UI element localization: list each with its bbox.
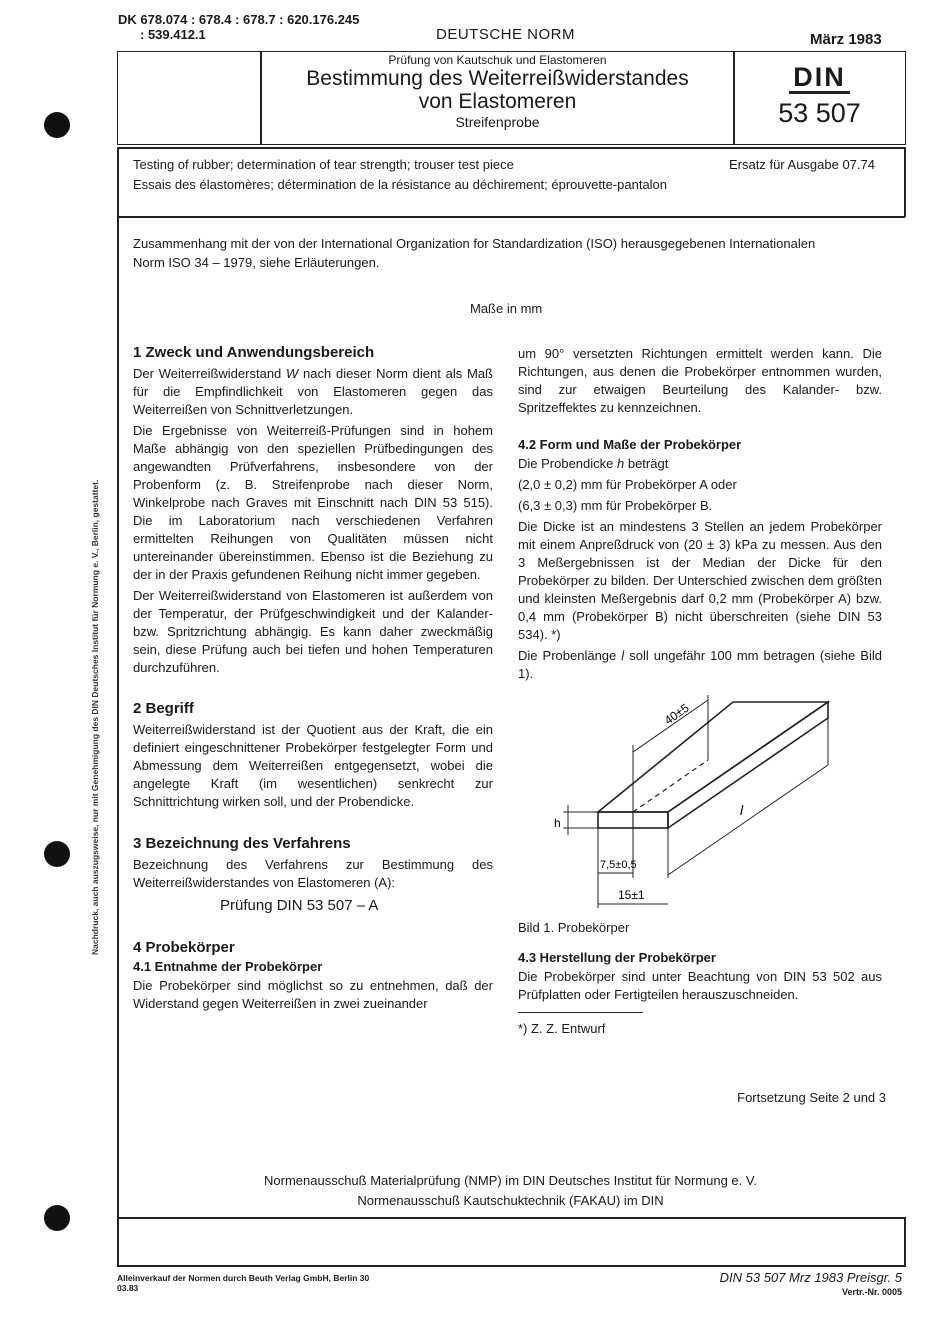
s1-p1-post: nach dieser Norm dient als Maß für die Empfindlichkeit von Elastomeren gegen das Weiterreißen von Schnittverletzungen. xyxy=(133,366,493,417)
s42-p3-pre: Die Probenlänge xyxy=(518,648,622,663)
section-2-paragraph: Weiterreißwiderstand ist der Quotient aus der Kraft, die ein definiert eingeschnittener Probekörper festgelegter Form und Abmessung dem Weiterreißen entgegensetzt, wobei die angelegte Kraft (im wesentlichen) senkrecht zur Schnittrichtung wirken soll, und der Probendicke. xyxy=(133,722,493,809)
translation-rule-top xyxy=(117,147,905,149)
dk-classification xyxy=(118,12,359,42)
thickness-specimen-a: (2,0 ± 0,2) mm für Probekörper A oder xyxy=(518,477,737,492)
dim-height-lines xyxy=(563,805,598,835)
section-1-heading: 1 Zweck und Anwendungsbereich xyxy=(133,344,375,361)
section-2-heading: 2 Begriff xyxy=(133,700,194,717)
section-1-paragraph-3: Der Weiterreißwiderstand von Elastomeren ist außerdem von der Temperatur, der Prüfgeschwindigkeit und der Kalander- bzw. Spritzrichtung abhängig. Es kann daher zweckmäßig sein, diese Prüfung auch bei tiefen und hohen Temperaturen durchzuführen. xyxy=(133,588,493,675)
section-1-paragraph-2: Die Ergebnisse von Weiterreiß-Prüfungen sind in hohem Maße abhängig von den speziellen Prüfbedingungen des angewandten Prüfverfahrens, insbesondere von der Probenform (z. B. Streifenprobe nach dieser Norm, Winkelprobe nach Graves mit Einschnitt nach DIN 53 515). Die im Laboratorium nach verschiedenen Verfahren ermittelten Reihungen von Qualitäten müssen nicht untereinander übereinstimmen. Ebenso ist die Beziehung zu der in der Praxis gefundenen Reihung nicht immer gegeben. xyxy=(133,423,493,582)
s42-line1-var: h xyxy=(617,456,625,471)
s1-p1-var: W xyxy=(286,366,299,381)
figure-caption: Bild 1. Probekörper xyxy=(518,920,630,935)
translation-rule-bottom xyxy=(117,216,905,218)
specimen-figure xyxy=(518,690,898,920)
committee-block xyxy=(117,1171,904,1211)
specimen-side-face xyxy=(668,702,828,828)
footnote-rule xyxy=(518,1012,643,1013)
continuation-note: Fortsetzung Seite 2 und 3 xyxy=(737,1090,886,1105)
page-title-line-2: von Elastomeren xyxy=(418,90,577,113)
procedure-designation: Prüfung DIN 53 507 – A xyxy=(220,897,379,914)
committee-line-1: Normenausschuß Materialprüfung (NMP) im DIN Deutsches Institut für Normung e. V. xyxy=(264,1173,757,1188)
dim-height-label: h xyxy=(554,816,561,830)
section-3-paragraph: Bezeichnung des Verfahrens zur Bestimmung des Weiterreißwiderstandes von Elastomeren (A): xyxy=(133,857,493,890)
dim-half-width-label: 7,5±0,5 xyxy=(600,859,637,871)
dim-slit-label: 40±5 xyxy=(661,700,692,728)
reprint-side-note: Nachdruck, auch auszugsweise, nur mit Genehmigung des DIN Deutsches Institut für Normung e. V., Berlin, gestattet. xyxy=(90,479,100,955)
s42-line1-post: beträgt xyxy=(624,456,669,471)
dk-line-1: DK 678.074 : 678.4 : 678.7 : 620.176.245 xyxy=(118,12,360,27)
header-supertitle: Prüfung von Kautschuk und Elastomeren xyxy=(388,53,607,67)
section-4-1-heading: 4.1 Entnahme der Probekörper xyxy=(133,959,323,974)
section-4-2-paragraph-2: Die Dicke ist an mindestens 3 Stellen an jedem Probekörper mit einem Anpreßdruck von (20 ± 3) kPa zu messen. Aus den 3 Meßergebnissen ist der Median der Dicke für den Probekörper zu bilden. Der Unterschied zwischen dem größten und kleinsten Meßergebnis darf 0,2 mm (Probekörper A) bzw. 0,4 mm (Probekörper B) nicht überschreiten (siehe DIN 53 534). *) xyxy=(518,519,882,642)
s42-line1-pre: Die Probendicke xyxy=(518,456,617,471)
page-title-line-1: Bestimmung des Weiterreißwiderstandes xyxy=(306,67,689,90)
thickness-specimen-b: (6,3 ± 0,3) mm für Probekörper B. xyxy=(518,498,713,513)
din-logo: DIN xyxy=(789,63,850,94)
norm-type: DEUTSCHE NORM xyxy=(436,26,576,43)
header-title-block xyxy=(262,53,733,130)
sales-note xyxy=(117,1273,369,1293)
s42-p3-post: soll ungefähr 100 mm betragen (siehe Bild 1). xyxy=(518,648,882,681)
s1-p1-pre: Der Weiterreißwiderstand xyxy=(133,366,287,381)
dim-length-label: l xyxy=(740,802,744,818)
right-column xyxy=(518,345,882,683)
punch-hole-3 xyxy=(44,1205,70,1231)
iso-note-line-1: Zusammenhang mit der von der International Organization for Standardization (ISO) herausgegebenen Internationalen xyxy=(133,236,816,251)
din-number: 53 507 xyxy=(778,98,861,128)
page-border-left xyxy=(117,147,119,1267)
footer-border-right xyxy=(904,1217,906,1267)
s42-p3-var: l xyxy=(621,648,625,663)
section-4-1-paragraph: Die Probekörper sind möglichst so zu entnehmen, daß der Widerstand gegen Weiterreißen in zwei zueinander xyxy=(133,978,493,1011)
footer-reference: DIN 53 507 Mrz 1983 Preisgr. 5 xyxy=(719,1270,902,1285)
section-4-2-heading: 4.2 Form und Maße der Probekörper xyxy=(518,437,742,452)
punch-hole-2 xyxy=(44,841,70,867)
title-english: Testing of rubber; determination of tear strength; trouser test piece xyxy=(133,157,514,172)
footer-rule-top xyxy=(117,1217,905,1219)
dk-line-2: : 539.412.1 xyxy=(140,27,206,42)
section-4-3 xyxy=(518,950,882,1004)
committee-line-2: Normenausschuß Kautschuktechnik (FAKAU) im DIN xyxy=(357,1193,664,1208)
dim-width-label: 15±1 xyxy=(618,888,645,902)
title-french: Essais des élastomères; détermination de la résistance au déchirement; éprouvette-pantalon xyxy=(133,177,668,192)
section-4-3-heading: 4.3 Herstellung der Probekörper xyxy=(518,950,716,965)
sales-line-1: Alleinverkauf der Normen durch Beuth Verlag GmbH, Berlin 30 xyxy=(117,1273,370,1283)
thickness-intro xyxy=(518,455,882,473)
footer-rule-bottom xyxy=(117,1265,905,1267)
section-1-paragraph-1 xyxy=(133,365,493,419)
footer-vertr: Vertr.-Nr. 0005 xyxy=(841,1287,902,1297)
header-subtitle: Streifenprobe xyxy=(455,114,540,130)
page-border-right xyxy=(904,147,906,217)
section-4-heading: 4 Probekörper xyxy=(133,939,235,956)
iso-note xyxy=(133,234,815,272)
sales-line-2: 03.83 xyxy=(117,1283,139,1293)
section-4-3-paragraph: Die Probekörper sind unter Beachtung von DIN 53 502 aus Prüfplatten oder Fertigteilen herauszuschneiden. xyxy=(518,969,882,1002)
issue-date: März 1983 xyxy=(810,31,882,48)
dim-length-lines xyxy=(668,718,828,878)
continued-paragraph: um 90° versetzten Richtungen ermittelt werden kann. Die Richtungen, aus denen die Probekörper entnommen wurden, sind zur etwaigen Beurteilung des Kalander- bzw. Spritzeffektes zu kennzeichnen. xyxy=(518,346,882,415)
din-logo-block xyxy=(735,63,904,129)
replacement-note: Ersatz für Ausgabe 07.74 xyxy=(729,157,875,172)
footnote: *) Z. Z. Entwurf xyxy=(518,1021,606,1036)
units-note: Maße in mm xyxy=(470,301,543,316)
left-column xyxy=(133,344,493,1013)
section-3-heading: 3 Bezeichnung des Verfahrens xyxy=(133,835,351,852)
dim-length-arrow xyxy=(668,765,828,875)
slit-line xyxy=(633,760,708,812)
punch-hole-1 xyxy=(44,112,70,138)
section-4-2-paragraph-3 xyxy=(518,647,882,683)
iso-note-line-2: Norm ISO 34 – 1979, siehe Erläuterungen. xyxy=(133,255,380,270)
